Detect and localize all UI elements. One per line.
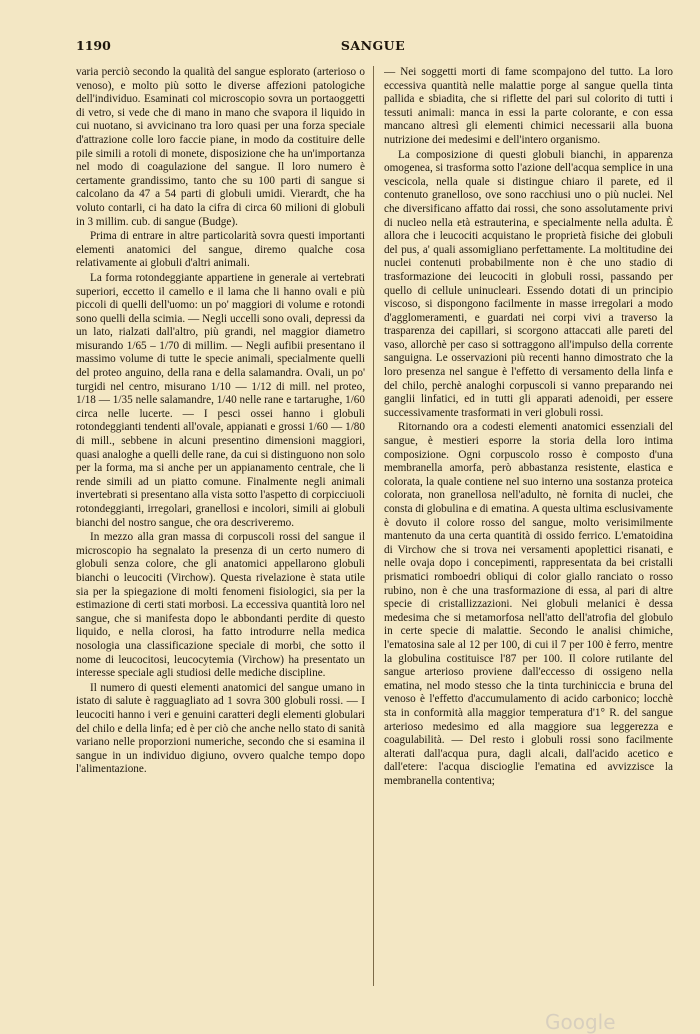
page-number: 1190 xyxy=(76,38,111,53)
paragraph: varia perciò secondo la qualità del sangue esplorato (arterioso o venoso), e molto più sotto le diverse affezioni patologiche dell'individuo. Esaminati col microscopio sovra un portaoggetti di vetro, si vede che di mano in mano che svapora il liquido in cui nuotano, si avvicinano tra loro quasi per una forza speciale d'attrazione colle loro faccie piane, in modo da costituire delle pile simili a rotoli di monete, disposizione che ha un'importanza nel modo di coagulazione del sangue. Il loro numero è certamente grandissimo, tanto che su 100 parti di sangue si calcolano da 47 a 54 parti di globuli umidi. Vierardt, che ha voluto contarli, ci ha dato la cifra di circa 60 milioni di globuli in 3 millim. cub. di sangue (Budge). xyxy=(76,66,365,228)
running-head: SANGUE xyxy=(340,38,406,53)
paragraph: Prima di entrare in altre particolarità sovra questi importanti elementi anatomici del sangue, diremo qualche cosa relativamente ai globuli d'altri animali. xyxy=(76,230,365,270)
page-header xyxy=(76,38,670,56)
paragraph: — Nei soggetti morti di fame scompajono del tutto. La loro eccessiva quantità nelle malattie porge al sangue quella tinta pallida e sbiadita, che si riflette del pari sul colorito di tutti i tessuti animali: manca in essi la parte colorante, e con essa mancano altresì gli elementi chimici necessarii alla buona nutrizione dei medesimi e dell'intero organismo. xyxy=(384,66,673,146)
watermark: Google xyxy=(545,1010,616,1034)
paragraph: In mezzo alla gran massa di corpuscoli rossi del sangue il microscopio ha segnalato la presenza di un certo numero di globuli senza colore, che gli anatomici appellarono globuli bianchi o leucociti (Virchow). Questa rivelazione è stata utile sia per la spiegazione di molti fenomeni fisiologici, sia per la estimazione di certi stati morbosi. La eccessiva quantità loro nel sangue, che si manifesta dopo le abbondanti perdite di questo liquido, e nella clorosi, ha fatto introdurre nella medica nosologia una classificazione speciale di morbi, che sotto il nome di leucocitosi, leucocytemia (Virchow) ha presentato un interesse speciale agli studiosi delle mediche discipline. xyxy=(76,531,365,680)
left-column xyxy=(76,66,365,986)
right-column xyxy=(384,66,673,986)
paragraph: La composizione di questi globuli bianchi, in apparenza omogenea, si trasforma sotto l'azione dell'acqua semplice in una vescicola, nella quale si distingue chiaro il parete, ed il contenuto granelloso, ove sono racchiusi uno o più nuclei. Nel che diversificano affatto dai rossi, che sono assolutamente privi di nucleo nella età estrauterina, e specialmente nella adulta. È allora che i leucociti acquistano le proprietà fisiche dei globuli del pus, a' quali assomigliano perfettamente. La moltitudine dei nuclei contenuti probabilmente non è che uno stadio di trasformazione dei leucociti in globuli rossi, passando per quello di cellule uninucleari. Essendo dotati di un principio viscoso, si dispongono facilmente in masse irregolari a modo d'agglomeramenti, e guardati nei corpi vivi a traverso la trasparenza dei capillari, si scorgono attaccati alle pareti del vaso, allorchè per caso si sottraggono all'impulso della corrente sanguigna. Le osservazioni più recenti hanno dimostrato che la loro presenza nel sangue è l'effetto di versamento della linfa e del chilo, perchè analoghi corpuscoli si vanno preparando nei ganglii linfatici, ed in tutti gli apparati adenoidi, per essere successivamente trasformati in veri globuli rossi. xyxy=(384,148,673,419)
paragraph: Ritornando ora a codesti elementi anatomici essenziali del sangue, è mestieri esporre la storia della loro intima composizione. Ogni corpuscolo rosso è composto d'una membranella amorfa, però abbastanza resistente, elastica e colorata, la quale contiene nel suo interno una sostanza proteica colorata, non granellosa nell'adulto, nè fornita di nuclei, che consta di globulina e di ematina. A questa ultima esclusivamente è dovuto il colore rosso del sangue, molto verisimilmente mantenuto da una certa quantità di ossido ferrico. L'ematoidina di Virchow che si trova nei versamenti apoplettici risanati, e nelle ovaja dopo i concepimenti, rappresentata da bei cristalli prismatici romboedri obliqui di color giallo ranciato o rosso rubino, non è che una trasformazione di essa, al pari di altre specie di cristallizzazioni. Nei globuli melanici è dessa medesima che si metamorfosa nell'atto dell'atrofia del globulo in certe specie di malattie. Secondo le analisi chimiche, l'ematosina sale al 12 per 100, di cui il 7 per 100 è ferro, mentre la globulina costituisce l'87 per 100. Il colore rutilante del sangue arterioso proviene dall'eccesso di ossigeno nella ematina, nel modo stesso che la tinta turchiniccia e bruna del venoso è l'effetto d'accumulamento di acido carbonico; locchè sta in conformità alla maggior temperatura d'1° R. del sangue arterioso medesimo ed alla maggiore sua leggerezza e coagulabilità. — Del resto i globuli rossi sono facilmente alterati dall'acqua pura, dagli alcali, dall'acido acetico e dall'etere: l'acqua discioglie l'ematina ed avvizzisce la membranella contentiva; xyxy=(384,421,673,787)
column-divider xyxy=(373,66,374,986)
paragraph: Il numero di questi elementi anatomici del sangue umano in istato di salute è ragguagliato ad 1 sovra 300 globuli rossi. — I leucociti hanno i veri e genuini caratteri degli elementi globulari del chilo e della linfa; ed è per ciò che anche nello stato di sanità variano nelle proporzioni numeriche, secondo che si esamina il sangue in un individuo digiuno, ovvero qualche tempo dopo l'alimentazione. xyxy=(76,681,365,776)
paragraph: La forma rotondeggiante appartiene in generale ai vertebrati superiori, eccetto il camello e il lama che li hanno ovali e più piccoli di quelli dell'uomo: un po' maggiori di volume e rotondi sono quelli della scimia. — Negli uccelli sono ovali, depressi da un lato, rialzati dall'altro, più grandi, nel maggior diametro misurando 1/65 – 1/70 di millim. — Negli aufibii presentano il massimo volume di tutte le specie animali, specialmente quelli del proteo anguino, della rana e della salamandra. Ovali, un po' turgidi nel centro, misurano 1/10 — 1/12 di mill. nel proteo, 1/18 — 1/35 nelle salamandre, 1/40 nelle rane e tartarughe, 1/60 circa nelle lucerte. — I pesci ossei hanno i globuli rotondeggianti tendenti all'ovale, appianati e grossi 1/60 — 1/80 di mill., sebbene in alcuni presentino dimensioni maggiori, quasi analoghe a quelli delle rane, da cui si distinguono non solo per la forma, ma si anche per un appianamento centrale, che li rende simili ad un piatto comune. Finalmente negli animali invertebrati si presentano alla vista sotto l'aspetto di corpicciuoli rotondeggianti, irregolari, granellosi e incolori, simili ai globuli bianchi del nostro sangue, che ora descriveremo. xyxy=(76,271,365,529)
